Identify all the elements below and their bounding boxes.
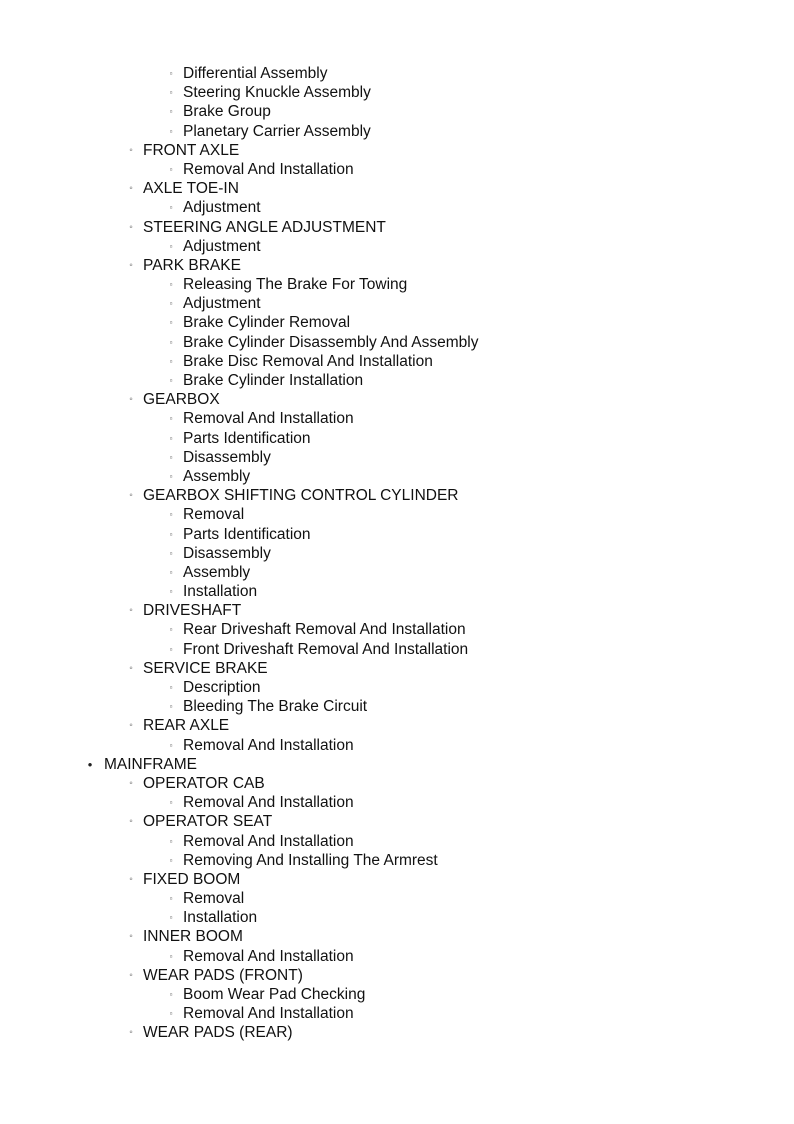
square-bullet-icon: ▫ xyxy=(169,798,173,808)
toc-chapter[interactable] xyxy=(0,927,794,946)
toc-entry-label: OPERATOR CAB xyxy=(143,774,265,792)
toc-entry[interactable] xyxy=(0,448,794,467)
square-bullet-icon: ▫ xyxy=(169,280,173,290)
toc-entry[interactable] xyxy=(0,102,794,121)
square-bullet-icon: ▫ xyxy=(169,913,173,923)
toc-entry-label: Disassembly xyxy=(183,544,271,562)
square-bullet-icon: ▫ xyxy=(169,1009,173,1019)
circle-bullet-icon: ◦ xyxy=(129,720,133,732)
toc-entry-label: Brake Disc Removal And Installation xyxy=(183,352,433,370)
toc-entry-label: SERVICE BRAKE xyxy=(143,659,268,677)
toc-chapter[interactable] xyxy=(0,486,794,505)
square-bullet-icon: ▫ xyxy=(169,644,173,654)
toc-entry[interactable] xyxy=(0,313,794,332)
toc-entry-label: Rear Driveshaft Removal And Installation xyxy=(183,621,466,639)
toc-entry-label: Brake Cylinder Installation xyxy=(183,372,364,389)
square-bullet-icon: ▫ xyxy=(169,587,173,597)
square-bullet-icon: ▫ xyxy=(169,855,173,865)
toc-chapter[interactable] xyxy=(0,774,794,793)
toc-entry-label: Brake Cylinder Removal xyxy=(183,314,351,332)
toc-chapter[interactable] xyxy=(0,659,794,678)
toc-entry[interactable] xyxy=(0,851,794,870)
toc-entry-label: Removing And Installing The Armrest xyxy=(183,851,438,869)
toc-entry-label: Boom Wear Pad Checking xyxy=(183,986,366,1003)
toc-entry-label: Removal And Installation xyxy=(183,160,354,178)
toc-chapter[interactable] xyxy=(0,870,794,889)
toc-entry-label: AXLE TOE-IN xyxy=(143,180,239,198)
square-bullet-icon: ▫ xyxy=(169,625,173,635)
toc-entry-label: Releasing The Brake For Towing xyxy=(183,276,408,294)
toc-entry-label: Brake Group xyxy=(183,103,271,121)
toc-entry-label: Steering Knuckle Assembly xyxy=(183,84,371,102)
toc-entry-label: GEARBOX xyxy=(143,391,220,409)
circle-bullet-icon: ◦ xyxy=(129,873,133,885)
square-bullet-icon: ▫ xyxy=(169,894,173,904)
toc-entry-label: Removal And Installation xyxy=(183,410,354,428)
toc-entry-label: WEAR PADS (FRONT) xyxy=(143,966,303,984)
toc-entry-label: Assembly xyxy=(183,563,251,581)
toc-chapter[interactable] xyxy=(0,1023,794,1042)
toc-entry[interactable] xyxy=(0,294,794,313)
toc-chapter[interactable] xyxy=(0,601,794,620)
toc-entry-label: OPERATOR SEAT xyxy=(143,813,273,831)
circle-bullet-icon: ◦ xyxy=(129,931,133,943)
toc-entry-label: WEAR PADS (REAR) xyxy=(143,1024,293,1042)
toc-entry-label: Removal And Installation xyxy=(183,736,354,754)
toc-entry[interactable] xyxy=(0,237,794,256)
toc-entry-label: Front Driveshaft Removal And Installation xyxy=(183,640,469,658)
toc-entry[interactable] xyxy=(0,697,794,716)
square-bullet-icon: ▫ xyxy=(169,107,173,117)
circle-bullet-icon: ◦ xyxy=(129,662,133,674)
toc-entry-label: GEARBOX SHIFTING CONTROL CYLINDER xyxy=(143,487,459,505)
toc-entry-label: Differential Assembly xyxy=(183,65,328,82)
toc-chapter[interactable] xyxy=(0,812,794,831)
toc-entry-label: FIXED BOOM xyxy=(143,870,241,888)
toc-entry[interactable] xyxy=(0,505,794,524)
toc-entry[interactable] xyxy=(0,889,794,908)
toc-entry[interactable] xyxy=(0,160,794,179)
toc-entry-label: Adjustment xyxy=(183,295,261,313)
square-bullet-icon: ▫ xyxy=(169,740,173,750)
toc-entry[interactable] xyxy=(0,198,794,217)
square-bullet-icon: ▫ xyxy=(169,471,173,481)
toc-entry-label: Removal And Installation xyxy=(183,1005,354,1023)
toc-entry[interactable] xyxy=(0,352,794,371)
toc-entry-label: Brake Cylinder Disassembly And Assembly xyxy=(183,333,479,351)
toc-entry-label: Bleeding The Brake Circuit xyxy=(183,698,368,716)
square-bullet-icon: ▫ xyxy=(169,702,173,712)
toc-chapter[interactable] xyxy=(0,141,794,160)
square-bullet-icon: ▫ xyxy=(169,836,173,846)
toc-entry-label: DRIVESHAFT xyxy=(143,602,242,620)
toc-entry[interactable] xyxy=(0,640,794,659)
toc-entry-label: Description xyxy=(183,679,261,696)
square-bullet-icon: ▫ xyxy=(169,951,173,961)
square-bullet-icon: ▫ xyxy=(169,241,173,251)
toc-entry[interactable] xyxy=(0,1004,794,1023)
toc-entry-label: Disassembly xyxy=(183,448,271,466)
toc-entry-label: Planetary Carrier Assembly xyxy=(183,122,371,140)
toc-entry-label: Adjustment xyxy=(183,199,261,217)
circle-bullet-icon: ◦ xyxy=(129,777,133,789)
disc-bullet-icon: • xyxy=(87,756,93,772)
square-bullet-icon: ▫ xyxy=(169,452,173,462)
toc-entry-label: Assembly xyxy=(183,467,251,485)
toc-entry-label: FRONT AXLE xyxy=(143,141,240,159)
square-bullet-icon: ▫ xyxy=(169,203,173,213)
toc-entry[interactable] xyxy=(0,467,794,486)
toc-entry[interactable] xyxy=(0,793,794,812)
circle-bullet-icon: ◦ xyxy=(129,969,133,981)
toc-entry[interactable] xyxy=(0,525,794,544)
circle-bullet-icon: ◦ xyxy=(129,394,133,406)
toc-entry-label: STEERING ANGLE ADJUSTMENT xyxy=(143,218,386,236)
toc-chapter[interactable] xyxy=(0,390,794,409)
toc-entry[interactable] xyxy=(0,736,794,755)
toc-entry-label: Adjustment xyxy=(183,237,261,255)
toc-entry[interactable] xyxy=(0,908,794,927)
toc-entry-label: INNER BOOM xyxy=(143,928,243,946)
square-bullet-icon: ▫ xyxy=(169,356,173,366)
toc-entry[interactable] xyxy=(0,544,794,563)
table-of-contents xyxy=(0,64,794,1043)
square-bullet-icon: ▫ xyxy=(169,126,173,136)
toc-chapter[interactable] xyxy=(0,218,794,237)
toc-entry-label: Removal And Installation xyxy=(183,947,354,965)
toc-entry-label: MAINFRAME xyxy=(104,755,197,773)
circle-bullet-icon: ◦ xyxy=(129,183,133,195)
toc-entry[interactable] xyxy=(0,563,794,582)
square-bullet-icon: ▫ xyxy=(169,683,173,692)
toc-entry[interactable] xyxy=(0,429,794,448)
toc-entry[interactable] xyxy=(0,122,794,141)
toc-chapter[interactable] xyxy=(0,966,794,985)
toc-chapter[interactable] xyxy=(0,256,794,275)
toc-entry-label: Installation xyxy=(183,583,258,601)
square-bullet-icon: ▫ xyxy=(169,337,173,347)
circle-bullet-icon: ◦ xyxy=(129,490,133,502)
square-bullet-icon: ▫ xyxy=(169,414,173,424)
toc-entry[interactable] xyxy=(0,275,794,294)
square-bullet-icon: ▫ xyxy=(169,88,173,98)
square-bullet-icon: ▫ xyxy=(169,529,173,539)
square-bullet-icon: ▫ xyxy=(169,990,173,999)
square-bullet-icon: ▫ xyxy=(169,510,173,520)
toc-entry[interactable] xyxy=(0,83,794,102)
toc-entry-label: PARK BRAKE xyxy=(143,256,241,274)
toc-entry[interactable] xyxy=(0,409,794,428)
toc-entry[interactable] xyxy=(0,678,794,697)
toc-chapter[interactable] xyxy=(0,716,794,735)
circle-bullet-icon: ◦ xyxy=(129,259,133,271)
circle-bullet-icon: ◦ xyxy=(129,144,133,156)
toc-entry-label: REAR AXLE xyxy=(143,717,230,735)
circle-bullet-icon: ◦ xyxy=(129,1027,133,1039)
toc-entry-label: Installation xyxy=(183,909,258,927)
toc-entry[interactable] xyxy=(0,620,794,639)
toc-entry[interactable] xyxy=(0,832,794,851)
circle-bullet-icon: ◦ xyxy=(129,221,133,233)
toc-chapter[interactable] xyxy=(0,179,794,198)
square-bullet-icon: ▫ xyxy=(169,376,173,385)
toc-entry[interactable] xyxy=(0,582,794,601)
toc-entry-label: Parts Identification xyxy=(183,429,311,447)
toc-entry[interactable] xyxy=(0,333,794,352)
toc-entry-label: Removal xyxy=(183,890,245,908)
toc-entry-label: Removal And Installation xyxy=(183,794,354,812)
square-bullet-icon: ▫ xyxy=(169,69,173,78)
square-bullet-icon: ▫ xyxy=(169,548,173,558)
toc-entry[interactable] xyxy=(0,371,794,390)
circle-bullet-icon: ◦ xyxy=(129,605,133,617)
square-bullet-icon: ▫ xyxy=(169,433,173,443)
circle-bullet-icon: ◦ xyxy=(129,816,133,828)
toc-entry[interactable] xyxy=(0,985,794,1004)
toc-entry-label: Parts Identification xyxy=(183,525,311,543)
square-bullet-icon: ▫ xyxy=(169,318,173,328)
toc-entry-label: Removal xyxy=(183,506,245,524)
square-bullet-icon: ▫ xyxy=(169,299,173,309)
toc-entry[interactable] xyxy=(0,64,794,83)
square-bullet-icon: ▫ xyxy=(169,567,173,577)
square-bullet-icon: ▫ xyxy=(169,164,173,174)
toc-entry[interactable] xyxy=(0,947,794,966)
toc-entry-label: Removal And Installation xyxy=(183,832,354,850)
toc-section[interactable] xyxy=(0,755,794,774)
